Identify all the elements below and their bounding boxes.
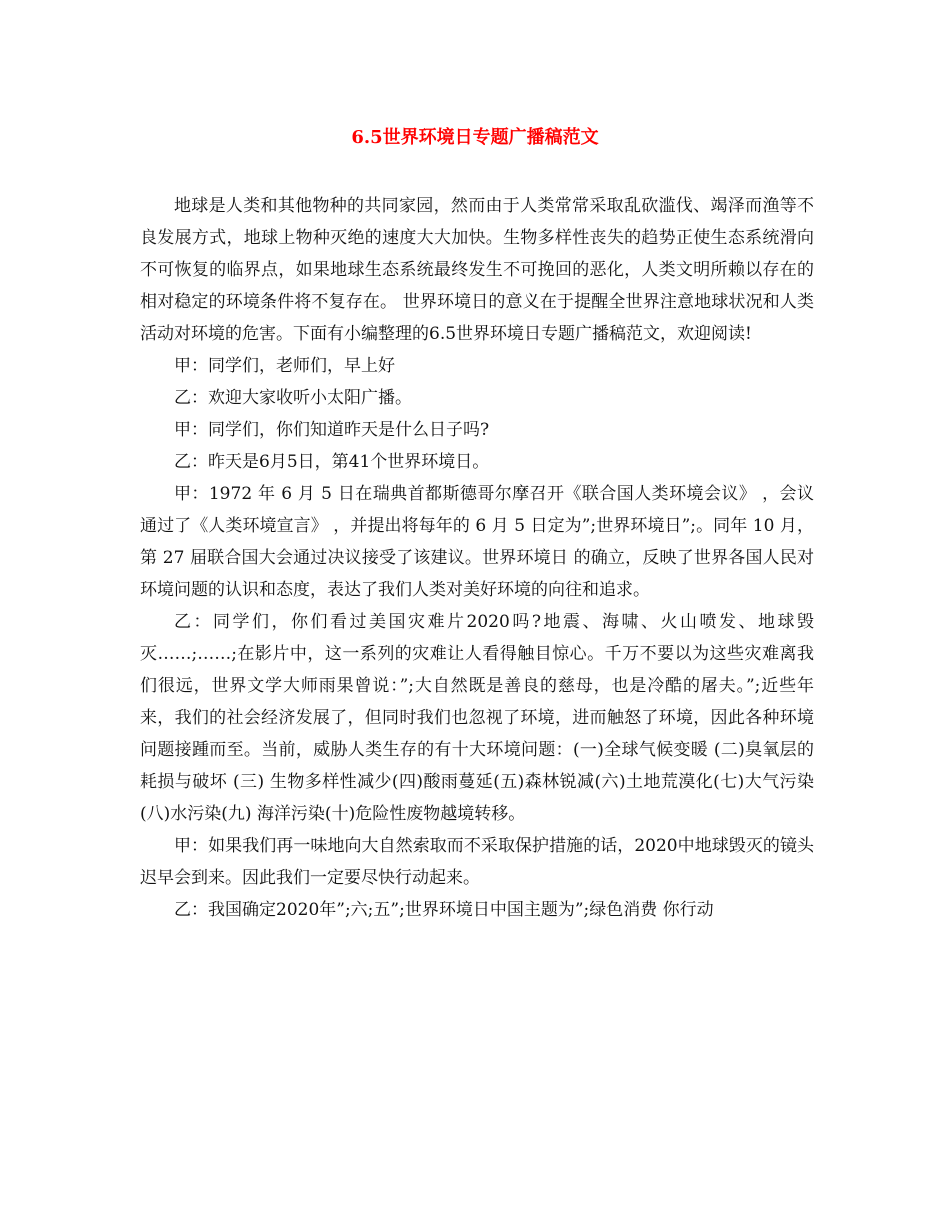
paragraph-dialogue: 甲：如果我们再一味地向大自然索取而不采取保护措施的话，2020中地球毁灭的镜头迟早会到来。因此我们一定要尽快行动起来。 [140, 836, 814, 888]
paragraph-dialogue: 甲：1972 年 6 月 5 日在瑞典首都斯德哥尔摩召开《联合国人类环境会议》 ，会议通过了《人类环境宣言》 ，并提出将每年的 6 月 5 日定为”;世界环境日”;。同年 10 月，第 27 届联合国大会通过决议接受了该建议。世界环境日 的确立，反映了世界各国人民对环境问题的认识和态度，表达了我们人类对美好环境的向往和追求。 [140, 484, 814, 600]
paragraph-dialogue: 甲：同学们，老师们，早上好 [174, 356, 395, 376]
document-body [140, 190, 814, 926]
paragraph-dialogue: 乙：同学们，你们看过美国灾难片2020吗?地震、海啸、火山喷发、地球毁灭……;……;在影片中，这一系列的灾难让人看得触目惊心。千万不要以为这些灾难离我们很远，世界文学大师雨果曾说：”;大自然既是善良的慈母，也是冷酷的屠夫。”;近些年来，我们的社会经济发展了，但同时我们也忽视了环境，进而触怒了环境，因此各种环境问题接踵而至。当前，威胁人类生存的有十大环境问题：(一)全球气候变暖 (二)臭氧层的耗损与破坏 (三) 生物多样性减少(四)酸雨蔓延(五)森林锐减(六)土地荒漠化(七)大气污染(八)水污染(九) 海洋污染(十)危险性废物越境转移。 [140, 612, 814, 824]
paragraph-dialogue: 乙：昨天是6月5日，第41个世界环境日。 [174, 452, 490, 472]
paragraph-dialogue: 甲：同学们，你们知道昨天是什么日子吗? [174, 420, 490, 440]
paragraph-intro: 地球是人类和其他物种的共同家园，然而由于人类常常采取乱砍滥伐、竭泽而渔等不良发展方式，地球上物种灭绝的速度大大加快。生物多样性丧失的趋势正使生态系统滑向不可恢复的临界点，如果地球生态系统最终发生不可挽回的恶化，人类文明所赖以存在的相对稳定的环境条件将不复存在。 世界环境日的意义在于提醒全世界注意地球状况和人类活动对环境的危害。下面有小编整理的6.5世界环境日专题广播稿范文，欢迎阅读! [140, 196, 814, 344]
paragraph-dialogue: 乙：我国确定2020年”;六;五”;世界环境日中国主题为”;绿色消费 你行动 [174, 900, 714, 920]
paragraph-dialogue: 乙：欢迎大家收听小太阳广播。 [174, 388, 412, 408]
document-title: 6.5世界环境日专题广播稿范文 [351, 127, 599, 148]
